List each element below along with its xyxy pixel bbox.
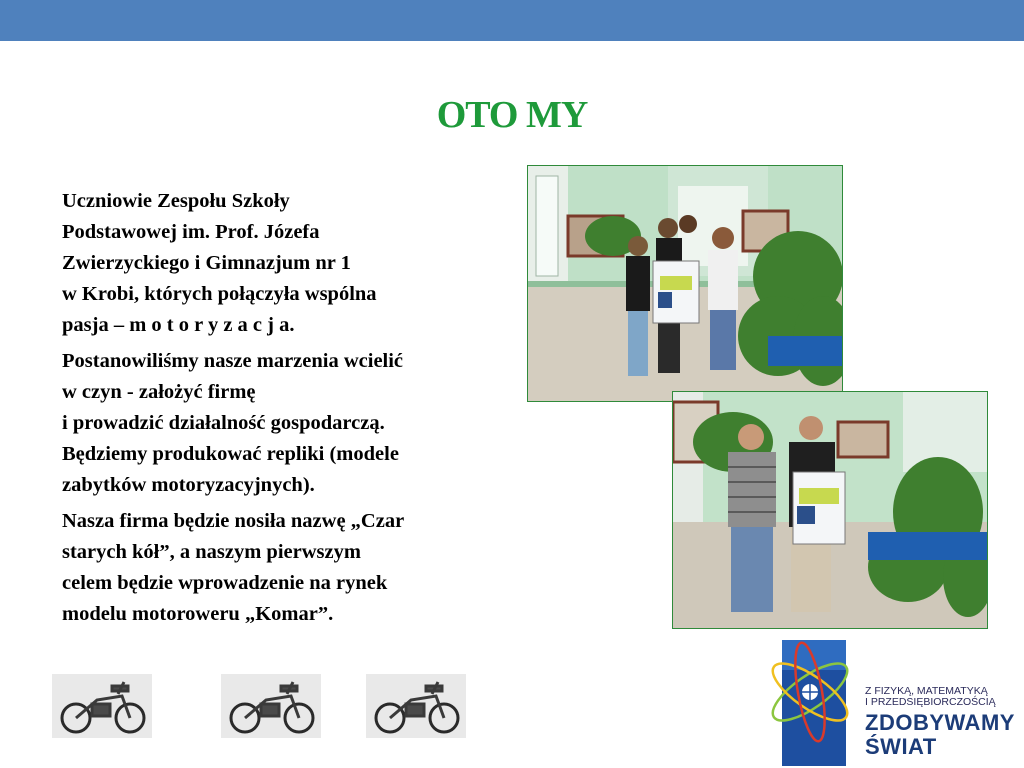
- text-line: pasja – m o t o r y z a c j a.: [62, 314, 295, 336]
- body-text: [62, 186, 502, 635]
- top-bar: [0, 0, 1024, 41]
- text-line: Nasza firma będzie nosiła nazwę „Czar: [62, 510, 405, 532]
- text-line: Podstawowej im. Prof. Józefa: [62, 221, 320, 243]
- paragraph-1: [62, 186, 502, 341]
- text-line: Zwierzyckiego i Gimnazjum nr 1: [62, 252, 351, 274]
- logo-tagline-line: Z FIZYKĄ, MATEMATYKĄ: [865, 685, 988, 697]
- text-line: w Krobi, których połączyła wspólna: [62, 283, 377, 305]
- text-line: w czyn - założyć firmę: [62, 381, 256, 403]
- text-line: Postanowiliśmy nasze marzenia wcielić: [62, 350, 404, 372]
- moped-image: [52, 674, 152, 738]
- text-line: Uczniowie Zespołu Szkoły: [62, 190, 290, 212]
- group-photo-four-students: [527, 165, 843, 402]
- text-line: starych kół”, a naszym pierwszym: [62, 541, 361, 563]
- paragraph-2: [62, 346, 502, 501]
- photo-two-boys-with-poster: [672, 391, 988, 629]
- paragraph-3: [62, 506, 502, 630]
- logo-title-line: ŚWIAT: [865, 734, 937, 759]
- text-line: Będziemy produkować repliki (modele: [62, 443, 399, 465]
- logo-title-line: ZDOBYWAMY: [865, 710, 1015, 735]
- text-line: zabytków motoryzacyjnych).: [62, 474, 315, 496]
- moped-image: [221, 674, 321, 738]
- logo-tagline: [865, 686, 996, 708]
- project-logo: [770, 626, 1024, 768]
- logo-tagline-line: I PRZEDSIĘBIORCZOŚCIĄ: [865, 696, 996, 708]
- text-line: i prowadzić działalność gospodarczą.: [62, 412, 385, 434]
- moped-image: [366, 674, 466, 738]
- text-line: celem będzie wprowadzenie na rynek: [62, 572, 388, 594]
- text-line: modelu motoroweru „Komar”.: [62, 603, 334, 625]
- slide-title: OTO MY: [436, 94, 588, 136]
